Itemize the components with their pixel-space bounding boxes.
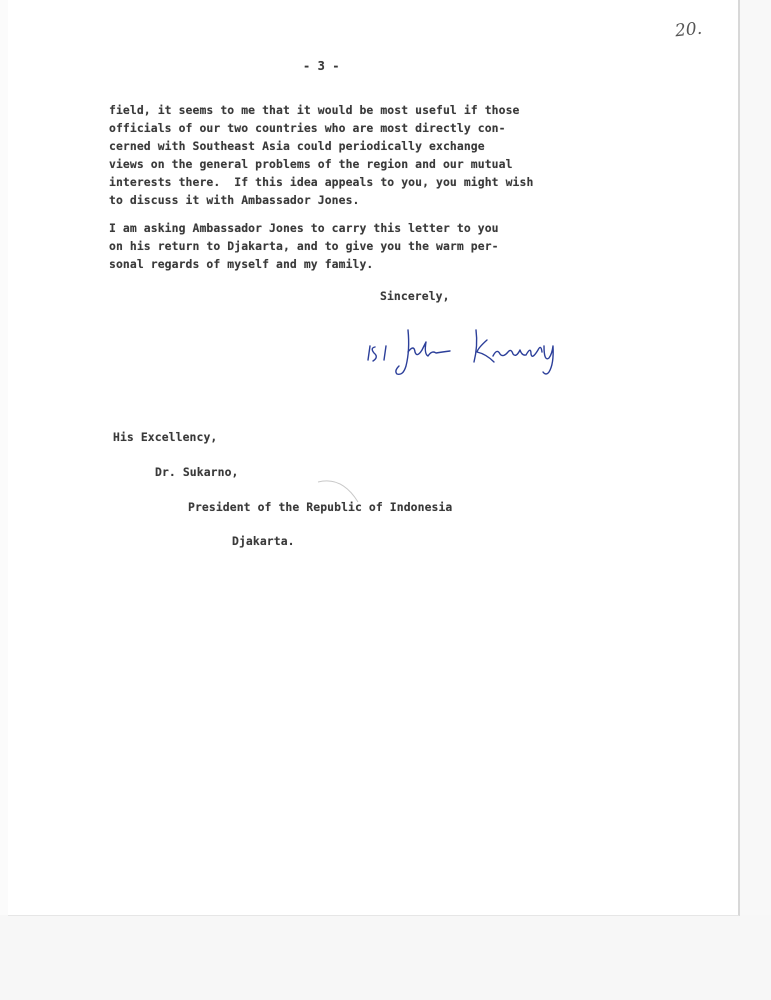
handwritten-signature	[366, 322, 566, 382]
paragraph-1-line: to discuss it with Ambassador Jones.	[109, 193, 360, 207]
page-number: - 3 -	[303, 59, 340, 73]
paragraph-2-line: on his return to Djakarta, and to give you the warm per-	[109, 239, 499, 253]
recipient-title: President of the Republic of Indonesia	[188, 500, 453, 514]
archive-page-annotation: 20.	[674, 18, 704, 42]
recipient-city: Djakarta.	[232, 534, 295, 548]
scan-right-margin	[740, 0, 771, 1000]
paragraph-2-line: I am asking Ambassador Jones to carry this letter to you	[109, 221, 499, 235]
paragraph-1-line: cerned with Southeast Asia could periodically exchange	[109, 139, 485, 153]
letter-page	[8, 0, 740, 916]
fold-mark-shape	[316, 478, 360, 504]
paragraph-1-line: views on the general problems of the region and our mutual	[109, 157, 513, 171]
recipient-name: Dr. Sukarno,	[155, 465, 239, 479]
recipient-salutation: His Excellency,	[113, 430, 218, 444]
paragraph-1-line: officials of our two countries who are most directly con-	[109, 121, 506, 135]
paragraph-2-line: sonal regards of myself and my family.	[109, 257, 374, 271]
paper-fold-mark	[316, 478, 360, 504]
signature-drawing	[366, 322, 566, 382]
paragraph-1-line: interests there. If this idea appeals to you, you might wish	[109, 175, 534, 189]
scan-lower-margin	[0, 915, 771, 1000]
letter-closing: Sincerely,	[380, 289, 450, 303]
paragraph-1-line: field, it seems to me that it would be most useful if those	[109, 103, 520, 117]
